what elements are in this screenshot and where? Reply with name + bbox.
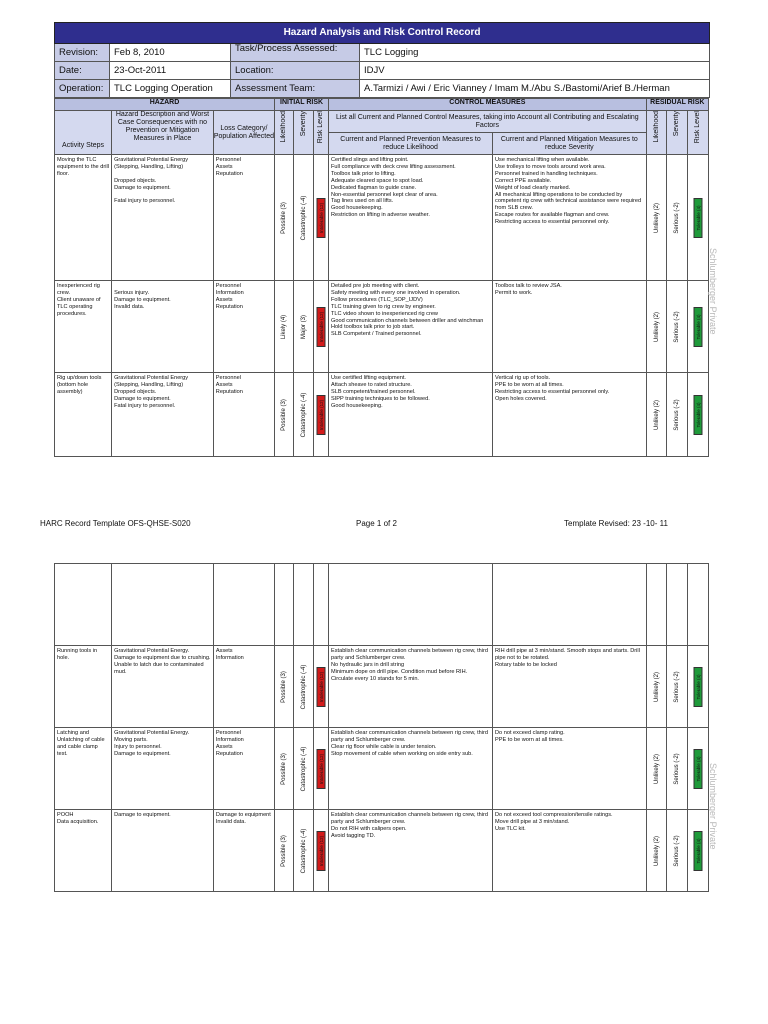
hazard-description: Gravitational Potential Energy. Damage to equipment due to crushing. Unable to latch due to contaminated mud. <box>112 646 214 728</box>
hazard-description-header: Hazard Description and Worst Case Consequences with no Prevention or Mitigation Measures in Place <box>112 111 214 155</box>
loss-category: Assets Information <box>213 646 274 728</box>
activity-step: POOH Data acquisition. <box>55 810 112 892</box>
hazard-description: Serious injury. Damage to equipment. Invalid data. <box>112 281 214 373</box>
loss-category-header: Loss Category/ Population Affected <box>213 111 274 155</box>
hazard-description: Gravitational Potential Energy. Moving parts. Injury to personnel. Damage to equipment. <box>112 728 214 810</box>
footer-revised-date: Template Revised: 23 -10- 11 <box>564 519 668 528</box>
initial-risk-level-text: Intolerable (12) <box>318 835 324 866</box>
initial-severity: Catastrophic (-4) <box>300 195 307 240</box>
residual-severity: Serious (-2) <box>674 398 681 431</box>
residual-severity: Serious (-2) <box>674 310 681 343</box>
residual-risk-level-marker <box>694 198 703 238</box>
activity-step: Inexperienced rig crew. Client unaware of TLC operating procedures. <box>55 281 112 373</box>
initial-risk-heading: INITIAL RISK <box>275 99 329 111</box>
initial-risk-level-marker <box>317 307 326 347</box>
initial-risk-level-text: Intolerable (12) <box>318 399 324 430</box>
revision-label: Revision: <box>55 44 110 62</box>
activity-step: Moving the TLC equipment to the drill floor. <box>55 155 112 281</box>
table-row <box>55 281 709 373</box>
risk-grid <box>54 98 709 457</box>
residual-risk-level-marker <box>694 307 703 347</box>
residual-likelihood: Unlikely (2) <box>653 202 660 233</box>
revision-value: Feb 8, 2010 <box>110 44 231 62</box>
footer-template-id: HARC Record Template OFS-QHSE-S020 <box>40 519 191 528</box>
residual-severity: Serious (-2) <box>674 670 681 703</box>
residual-risk-level-text: Tolerable (4) <box>695 837 701 864</box>
prevention-measures: Establish clear communication channels between rig crew, third party and Schlumberger crew. No hydraulic jars in drill string Minimum dope on drill pipe. Condition mud before RIH. Circulate every 10 stands for 5 min. <box>329 646 493 728</box>
location-label: Location: <box>231 62 360 80</box>
residual-severity: Serious (-2) <box>674 752 681 785</box>
risk-record-page-1 <box>54 22 709 457</box>
hazard-heading: HAZARD <box>55 99 275 111</box>
initial-risk-level-marker <box>317 667 326 707</box>
activity-step: Rig up/down tools (bottom hole assembly) <box>55 373 112 457</box>
initial-severity: Catastrophic (-4) <box>300 746 307 791</box>
hazard-description: Gravitational Potential Energy (Stepping, Handling, Lifting) Dropped objects. Damage to equipment. Fatal injury to personnel. <box>112 373 214 457</box>
likelihood-header: Likelihood <box>279 111 287 143</box>
initial-likelihood: Possible (3) <box>280 834 287 867</box>
initial-severity: Catastrophic (-4) <box>300 828 307 873</box>
risk-level-header: Risk Level <box>317 111 325 144</box>
initial-severity: Catastrophic (-4) <box>300 392 307 437</box>
residual-risk-level-marker <box>694 831 703 871</box>
prevention-header: Current and Planned Prevention Measures to reduce Likelihood <box>329 133 493 155</box>
mitigation-measures: Do not exceed tool compression/tensile ratings. Move drill pipe at 3 min/stand. Use TLC kit. <box>493 810 647 892</box>
residual-risk-level-header: Risk Level <box>694 111 702 144</box>
initial-risk-level-marker <box>317 749 326 789</box>
prevention-measures: Establish clear communication channels between rig crew, third party and Schlumberger crew. Do not RIH with calipers open. Avoid tagging TD. <box>329 810 493 892</box>
activity-step: Latching and Unlatching of cable and cable clamp test. <box>55 728 112 810</box>
initial-likelihood: Likely (4) <box>280 314 287 339</box>
mitigation-measures: Vertical rig up of tools. PPE to be worn at all times. Restricting access to essential personnel only. Open holes covered. <box>493 373 647 457</box>
date-label: Date: <box>55 62 110 80</box>
date-value: 23-Oct-2011 <box>110 62 231 80</box>
mitigation-measures: Do not exceed clamp rating. PPE to be worn at all times. <box>493 728 647 810</box>
loss-category: Personnel Information Assets Reputation <box>213 281 274 373</box>
residual-severity: Serious (-2) <box>674 201 681 234</box>
table-row <box>55 373 709 457</box>
loss-category: Damage to equipment Invalid data. <box>213 810 274 892</box>
residual-risk-level-marker <box>694 749 703 789</box>
prevention-measures: Use certified lifting equipment. Attach sheave to rated structure. SLB competent/trained personnel. SIPP training techniques to be followed. Good housekeeping. <box>329 373 493 457</box>
residual-likelihood: Unlikely (2) <box>653 399 660 430</box>
residual-likelihood: Unlikely (2) <box>653 311 660 342</box>
location-value: IDJV <box>360 62 710 80</box>
record-header-table <box>54 22 710 98</box>
initial-likelihood: Possible (3) <box>280 201 287 234</box>
residual-likelihood: Unlikely (2) <box>653 835 660 866</box>
table-row <box>55 810 709 892</box>
initial-risk-level-text: Intolerable (12) <box>318 202 324 233</box>
risk-record-page-2 <box>54 563 709 892</box>
prevention-measures: Certified slings and lifting point. Full compliance with deck crew lifting assessment. Toolbox talk prior to lifting. Adequate cleared space to spot load. Dedicated flagman to guide crane. Non-essential personnel kept clear of area. Tag lines used on all lifts. Good housekeeping. Restriction on lifting in adverse weather. <box>329 155 493 281</box>
loss-category: Personnel Assets Reputation <box>213 155 274 281</box>
hazard-description: Gravitational Potential Energy (Stepping, Handling, Lifting) Dropped objects. Damage to equipment. Fatal injury to personnel. <box>112 155 214 281</box>
residual-likelihood: Unlikely (2) <box>653 671 660 702</box>
control-measures-description: List all Current and Planned Control Measures, taking into Account all Contributing and Escalating Factors <box>329 111 647 133</box>
residual-risk-level-text: Tolerable (4) <box>695 673 701 700</box>
severity-header: Severity <box>299 111 307 137</box>
table-row <box>55 646 709 728</box>
document-title: Hazard Analysis and Risk Control Record <box>55 23 710 44</box>
team-value: A.Tarmizi / Awi / Eric Vianney / Imam M./Abu S./Bastomi/Arief B./Herman <box>360 80 710 98</box>
initial-risk-level-marker <box>317 831 326 871</box>
activity-column-header: Activity Steps <box>55 111 112 155</box>
task-label: Task/Process Assessed: <box>231 44 360 62</box>
residual-risk-level-marker <box>694 667 703 707</box>
activity-step: Running tools in hole. <box>55 646 112 728</box>
table-row <box>55 155 709 281</box>
hazard-description: Damage to equipment. <box>112 810 214 892</box>
initial-likelihood: Possible (3) <box>280 398 287 431</box>
team-label: Assessment Team: <box>231 80 360 98</box>
initial-risk-level-text: Intolerable (12) <box>318 671 324 702</box>
initial-likelihood: Possible (3) <box>280 670 287 703</box>
control-measures-heading: CONTROL MEASURES <box>329 99 647 111</box>
residual-likelihood: Unlikely (2) <box>653 753 660 784</box>
mitigation-measures: Toolbox talk to review JSA. Permit to work. <box>493 281 647 373</box>
residual-risk-level-text: Tolerable (4) <box>695 401 701 428</box>
initial-severity: Catastrophic (-4) <box>300 664 307 709</box>
loss-category: Personnel Information Assets Reputation <box>213 728 274 810</box>
initial-likelihood: Possible (3) <box>280 752 287 785</box>
initial-risk-level-text: Intolerable (12) <box>318 753 324 784</box>
residual-severity-header: Severity <box>673 111 681 137</box>
mitigation-header: Current and Planned Mitigation Measures to reduce Severity <box>493 133 647 155</box>
initial-risk-level-marker <box>317 395 326 435</box>
operation-label: Operation: <box>55 80 110 98</box>
task-value: TLC Logging <box>360 44 710 62</box>
residual-risk-level-marker <box>694 395 703 435</box>
initial-risk-level-text: Intolerable (12) <box>318 311 324 342</box>
mitigation-measures: RIH drill pipe at 3 min/stand. Smooth stops and starts. Drill pipe not to be rotated. Rotary table to be locked <box>493 646 647 728</box>
residual-likelihood-header: Likelihood <box>652 111 660 143</box>
footer-page-number: Page 1 of 2 <box>356 519 397 528</box>
operation-value: TLC Logging Operation <box>110 80 231 98</box>
risk-grid-continued <box>54 563 709 892</box>
mitigation-measures: Use mechanical lifting when available. Use trolleys to move tools around work area. Personnel trained in handling techniques. Correct PPE available. Weight of load clearly marked. All mechanical lifting operations to be conducted by competent rig crew with technical assistance were required from SLB crew. Escape routes for available flagman and crew. Restricting access to essential personnel only. <box>493 155 647 281</box>
loss-category: Personnel Assets Reputation <box>213 373 274 457</box>
residual-risk-level-text: Tolerable (4) <box>695 313 701 340</box>
residual-risk-heading: RESIDUAL RISK <box>646 99 708 111</box>
prevention-measures: Establish clear communication channels between rig crew, third party and Schlumberger crew. Clear rig floor while cable is under tension. Stop movement of cable when working on side entry sub. <box>329 728 493 810</box>
watermark-bottom: Schlumberger Private <box>708 763 718 850</box>
residual-risk-level-text: Tolerable (4) <box>695 755 701 782</box>
initial-severity: Major (3) <box>300 314 307 339</box>
initial-risk-level-marker <box>317 198 326 238</box>
prevention-measures: Detailed pre job meeting with client. Safety meeting with every one involved in operation. Follow procedures (TLC_SOP_IJDV) TLC training given to rig crew by engineer. TLC video shown to inexperienced rig crew Good communication channels between driller and winchman Hold toolbox talk prior to job start. SLB Competent / Trained personnel. <box>329 281 493 373</box>
table-row <box>55 728 709 810</box>
residual-severity: Serious (-2) <box>674 834 681 867</box>
residual-risk-level-text: Tolerable (4) <box>695 204 701 231</box>
watermark-top: Schlumberger Private <box>708 248 718 335</box>
